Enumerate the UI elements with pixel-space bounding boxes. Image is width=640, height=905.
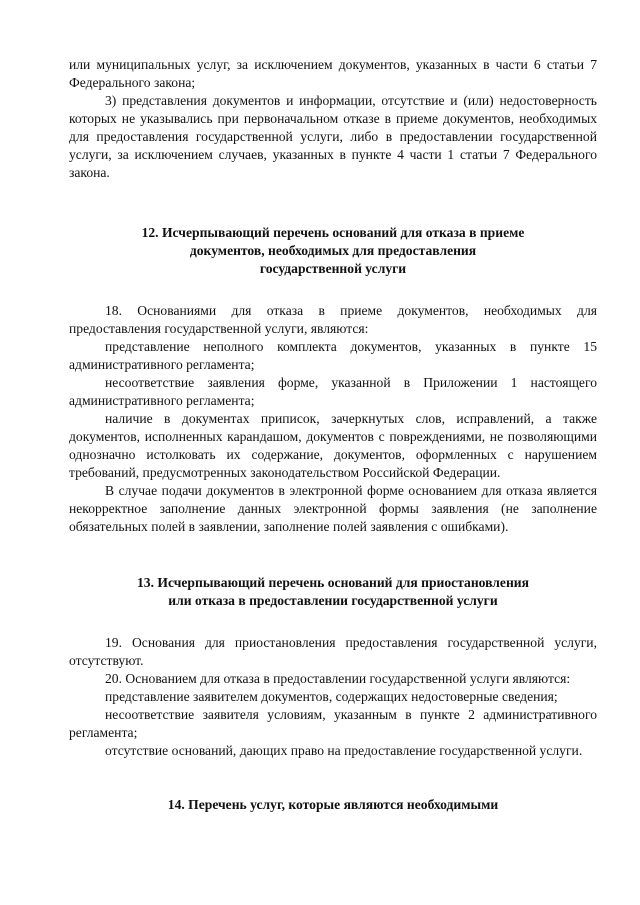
list-item: представление заявителем документов, содержащих недостоверные сведения;: [105, 689, 558, 704]
list-item: представление неполного комплекта документов, указанных в пункте 15 административного регламента;: [69, 339, 597, 372]
section-13-heading-line-2: или отказа в предоставлении государственной услуги: [168, 593, 498, 608]
section-14-heading-line-1: 14. Перечень услуг, которые являются необходимыми: [167, 797, 499, 812]
list-item: отсутствие оснований, дающих право на предоставление государственной услуги.: [105, 743, 583, 758]
paragraph-18: 18. Основаниями для отказа в приеме документов, необходимых для предоставления государственной услуги, являются:: [69, 303, 597, 336]
section-12-heading-line-3: государственной услуги: [259, 261, 407, 276]
paragraph-item-3: 3) представления документов и информации, отсутствие и (или) недостоверность которых не указывались при первоначальном отказе в приеме документов, необходимых для предоставления государственной услуги, либо в предоставлении государственной услуги, за исключением случаев, указанных в пункте 4 части 1 статьи 7 Федерального закона.: [69, 93, 597, 180]
section-12-heading: [69, 224, 597, 278]
section-12-heading-line-2: документов, необходимых для предоставления: [189, 243, 477, 258]
section-13-heading: [69, 574, 597, 610]
section-13-heading-line-1: 13. Исчерпывающий перечень оснований для приостановления: [137, 575, 529, 590]
document-page: [69, 56, 597, 814]
section-12-heading-line-1: 12. Исчерпывающий перечень оснований для отказа в приеме: [141, 225, 525, 240]
paragraph-19: 19. Основания для приостановления предоставления государственной услуги, отсутствуют.: [69, 635, 597, 668]
paragraph-continuation: или муниципальных услуг, за исключением документов, указанных в части 6 статьи 7 Федерального закона;: [69, 57, 597, 90]
list-item: несоответствие заявителя условиям, указанным в пункте 2 административного регламента;: [69, 707, 597, 740]
list-item: несоответствие заявления форме, указанной в Приложении 1 настоящего административного регламента;: [69, 375, 597, 408]
section-14-heading: [69, 796, 597, 814]
paragraph-20: 20. Основанием для отказа в предоставлении государственной услуги являются:: [105, 671, 571, 686]
paragraph-electronic-submission: В случае подачи документов в электронной форме основанием для отказа является некорректное заполнение данных электронной формы заявления (не заполнение обязательных полей в заявлении, заполнение полей заявления с ошибками).: [69, 483, 597, 534]
list-item: наличие в документах приписок, зачеркнутых слов, исправлений, а также документов, исполненных карандашом, документов с повреждениями, не позволяющими однозначно истолковать их содержание, документов, оформленных с нарушением требований, предусмотренных законодательством Российской Федерации.: [69, 411, 597, 480]
